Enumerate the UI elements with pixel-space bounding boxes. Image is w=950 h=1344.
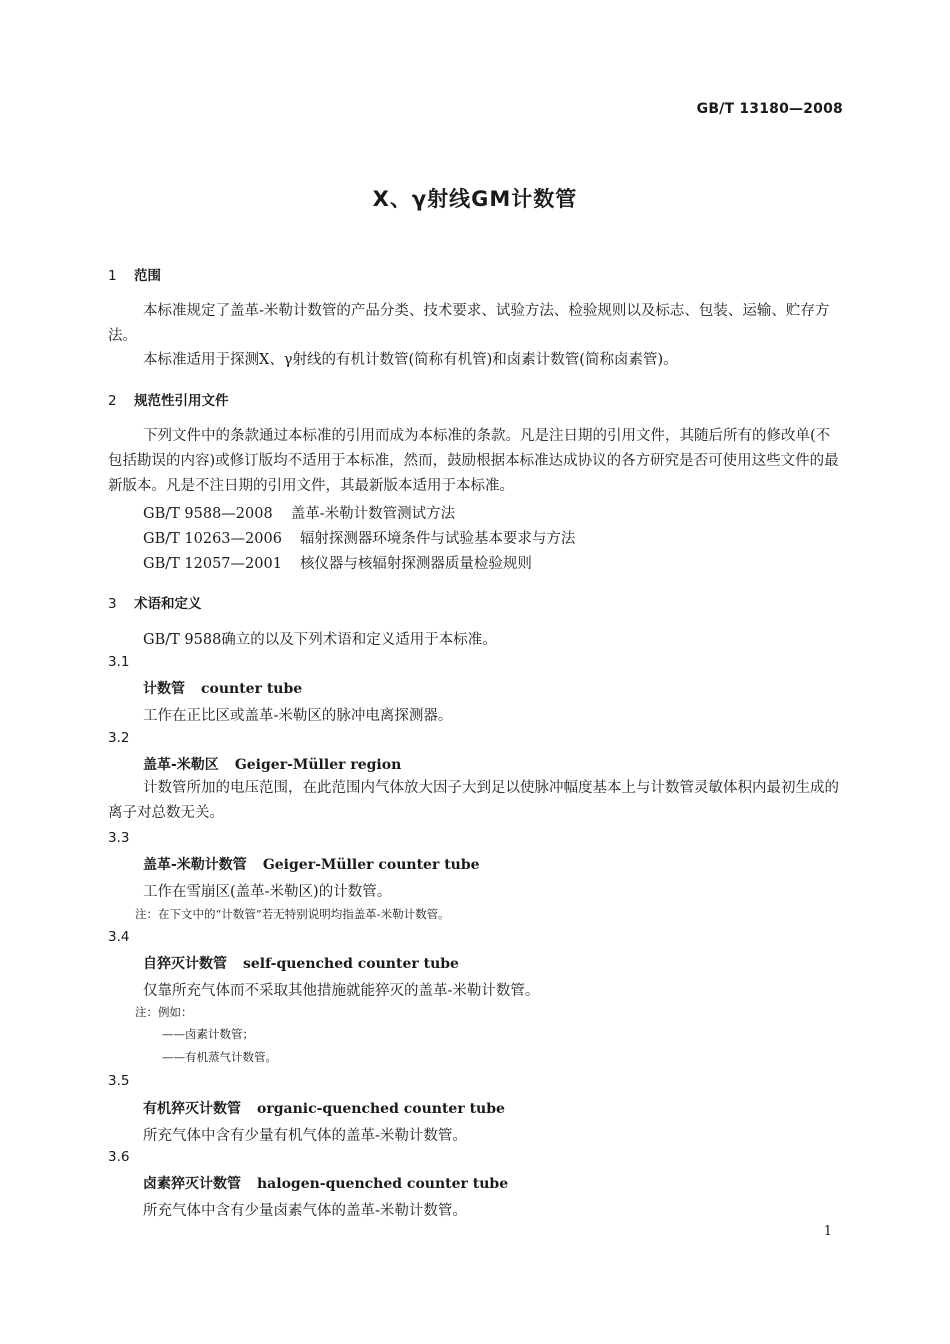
term-en: counter tube — [201, 681, 303, 697]
standard-number: GB/T 13180—2008 — [696, 101, 843, 117]
term-zh: 自猝灭计数管 — [143, 956, 227, 972]
term-definition: 仅靠所充气体而不采取其他措施就能猝灭的盖革-米勒计数管。 — [143, 983, 540, 999]
term-en: organic-quenched counter tube — [257, 1101, 505, 1117]
reference-item — [143, 527, 575, 548]
term-note: 注：在下文中的“计数管”若无特别说明均指盖革-米勒计数管。 — [135, 907, 450, 921]
section-3-intro: GB/T 9588确立的以及下列术语和定义适用于本标准。 — [143, 632, 497, 648]
section-1-paragraph-1: 本标准规定了盖革-米勒计数管的产品分类、技术要求、试验方法、检验规则以及标志、包装、运输、贮存方法。 — [108, 303, 830, 344]
reference-title: 核仪器与核辐射探测器质量检验规则 — [299, 556, 532, 572]
section-title: 范围 — [134, 268, 161, 284]
page-number: 1 — [823, 1224, 832, 1239]
section-2-paragraph: 下列文件中的条款通过本标准的引用而成为本标准的条款。凡是注日期的引用文件，其随后所有的修改单(不包括勘误的内容)或修订版均不适用于本标准，然而，鼓励根据本标准达成协议的各方研究是否可使用这些文件的最新版本。凡是不注日期的引用文件，其最新版本适用于本标准。 — [108, 428, 839, 494]
term-heading — [143, 953, 459, 973]
reference-code: GB/T 10263—2006 — [143, 531, 282, 547]
term-en: halogen-quenched counter tube — [257, 1176, 509, 1192]
section-number: 1 — [108, 268, 117, 284]
document-title: X、γ射线GM计数管 — [372, 187, 578, 211]
term-zh: 盖革-米勒计数管 — [143, 857, 247, 873]
section-number: 3 — [108, 596, 117, 612]
term-heading — [143, 754, 401, 774]
term-note: 注：例如： — [135, 1005, 193, 1019]
term-zh: 卤素猝灭计数管 — [143, 1176, 241, 1192]
term-zh: 有机猝灭计数管 — [143, 1101, 241, 1117]
reference-item — [143, 552, 532, 573]
term-number: 3.5 — [108, 1073, 130, 1089]
term-definition: 所充气体中含有少量有机气体的盖革-米勒计数管。 — [143, 1128, 467, 1144]
term-number: 3.2 — [108, 730, 130, 746]
term-heading — [143, 1098, 505, 1118]
reference-code: GB/T 9588—2008 — [143, 506, 273, 522]
term-heading — [143, 678, 302, 698]
section-3-heading — [108, 592, 202, 612]
reference-title: 辐射探测器环境条件与试验基本要求与方法 — [299, 531, 576, 547]
term-definition: 计数管所加的电压范围，在此范围内气体放大因子大到足以使脉冲幅度基本上与计数管灵敏体积内最初生成的离子对总数无关。 — [108, 780, 839, 821]
term-number: 3.4 — [108, 929, 130, 945]
term-number: 3.6 — [108, 1149, 130, 1165]
term-en: Geiger-Müller counter tube — [262, 857, 480, 873]
reference-item — [143, 502, 455, 523]
reference-code: GB/T 12057—2001 — [143, 556, 282, 572]
term-zh: 盖革-米勒区 — [143, 757, 219, 773]
term-definition: 工作在正比区或盖革-米勒区的脉冲电离探测器。 — [143, 708, 453, 724]
section-number: 2 — [108, 393, 117, 409]
section-title: 规范性引用文件 — [134, 393, 229, 409]
reference-title: 盖革-米勒计数管测试方法 — [290, 506, 456, 522]
term-en: self-quenched counter tube — [243, 956, 459, 972]
term-definition: 所充气体中含有少量卤素气体的盖革-米勒计数管。 — [143, 1203, 467, 1219]
term-number: 3.3 — [108, 830, 130, 846]
section-1-heading — [108, 264, 161, 284]
section-2-heading — [108, 389, 229, 409]
term-definition: 工作在雪崩区(盖革-米勒区)的计数管。 — [143, 884, 392, 900]
term-zh: 计数管 — [143, 681, 185, 697]
term-heading — [143, 1173, 508, 1193]
term-number: 3.1 — [108, 654, 130, 670]
note-example: ——有机蒸气计数管。 — [162, 1050, 277, 1064]
section-1-paragraph-2: 本标准适用于探测X、γ射线的有机计数管(简称有机管)和卤素计数管(简称卤素管)。 — [143, 352, 678, 368]
term-en: Geiger-Müller region — [234, 757, 402, 773]
note-example: ——卤素计数管； — [162, 1027, 254, 1041]
term-heading — [143, 854, 480, 874]
section-title: 术语和定义 — [134, 596, 202, 612]
